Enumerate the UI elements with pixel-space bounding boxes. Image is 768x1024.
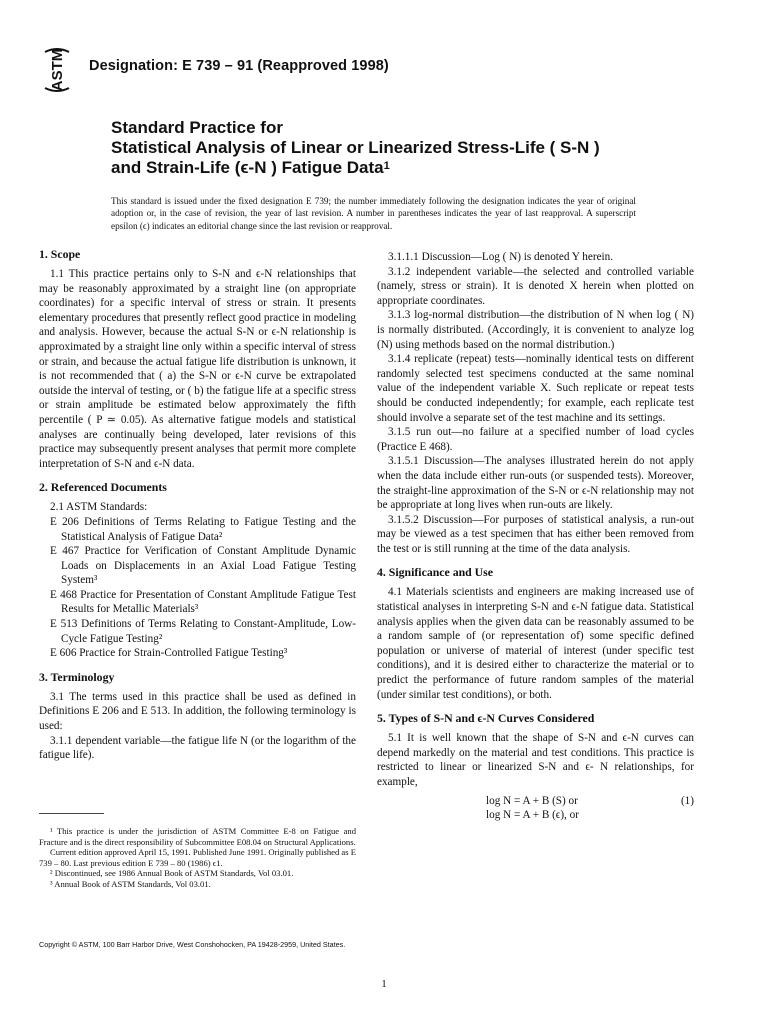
designation: Designation: E 739 – 91 (Reapproved 1998) — [89, 58, 389, 74]
section-heading-terminology: 3. Terminology — [39, 669, 115, 684]
paragraph-5-1: 5.1 It is well known that the shape of S-N and ϵ-N curves can depend markedly on the material and test conditions. This practice is restricted to linear or linearized S-N and ϵ- N relationships, for example, — [377, 732, 694, 788]
copyright-notice: Copyright © ASTM, 100 Barr Harbor Drive, West Conshohocken, PA 19428-2959, United States. — [39, 940, 346, 949]
equation-1-text: log N = A + B (S) or — [486, 794, 578, 807]
right-column — [377, 250, 694, 823]
equation-1 — [377, 794, 694, 809]
footnotes — [39, 826, 356, 889]
reference-list — [39, 500, 356, 661]
footnote: ¹ This practice is under the jurisdiction of ASTM Committee E-8 on Fatigue and Fracture and is the direct responsibility of Subcommittee E08.04 on Structural Applications. — [39, 826, 356, 847]
paragraph-1-1: 1.1 This practice pertains only to S-N and ϵ-N relationships that may be reasonably approximated by a straight line (on appropriate coordinates) for a specific interval of stress or strain. It presents elementary procedures that presently reflect good practice in modeling and analysis. However, because the actual S-N or ϵ-N relationship is approximated by a straight line only within a specific interval of stress or strain, and because the actual fatigue life distribution is unknown, it is not recommended that ( a) the S-N or ϵ-N curve be extrapolated outside the interval of testing, or ( b) the fatigue life at a specific stress or strain amplitude be estimated below approximately the fifth percentile ( P ≃ 0.05). As alternative fatigue models and statistical analyses are continually being developed, later revisions of this practice may subsequently present analyses that permit more complete interpretation of S-N and ϵ-N data. — [39, 268, 356, 470]
paragraph-3-1: 3.1 The terms used in this practice shall be used as defined in Definitions E 206 and E 513. In addition, the following terminology is used: — [39, 690, 356, 733]
paragraph-3-1-4: 3.1.4 replicate (repeat) tests—nominally identical tests on different randomly selected test specimens conducted at the same nominal value of the independent variable X. Such replicate or repeat tests should be conducted independently; for example, each replicate test should involve a separate set of the test machine and its settings. — [377, 353, 694, 424]
paragraph-3-1-5-1: 3.1.5.1 Discussion—The analyses illustrated herein do not apply when the data include either run-outs (or suspended tests). Moreover, the straight-line approximation of the S-N or ϵ-N relationship may not be appropriate at long lives when run-outs are likely. — [377, 455, 694, 512]
section-heading-referenced-documents: 2. Referenced Documents — [39, 480, 167, 495]
astm-standards-label: 2.1 ASTM Standards: — [50, 501, 148, 514]
title-line-3 — [111, 158, 671, 178]
reference-item: E 467 Practice for Verification of Constant Amplitude Dynamic Loads on Displacements in an Axial Load Fatigue Testing System³ — [50, 545, 356, 587]
section-heading-curve-types: 5. Types of S-N and ϵ-N Curves Considered — [377, 711, 595, 726]
paragraph-3-1-1-1: 3.1.1.1 Discussion—Log ( N) is denoted Y herein. — [388, 251, 614, 263]
reference-item: E 606 Practice for Strain-Controlled Fatigue Testing³ — [50, 647, 288, 660]
title-line-2: Statistical Analysis of Linear or Linearized Stress-Life ( S-N ) — [111, 138, 600, 157]
standard-notice: This standard is issued under the fixed designation E 739; the number immediately following the designation indicates the year of original adoption or, in the case of revision, the year of last revision. A number in parentheses indicates the year of last reapproval. A superscript epsilon (ϵ) indicates an editorial change since the last revision or reapproval. — [111, 196, 636, 231]
paragraph-3-1-3: 3.1.3 log-normal distribution—the distribution of N when log ( N) is normally distributed. (Accordingly, it is convenient to analyze log (N) using methods based on the normal distribution.) — [377, 309, 694, 351]
section-heading-significance: 4. Significance and Use — [377, 565, 494, 580]
section-heading-scope: 1. Scope — [39, 247, 81, 261]
equation-2 — [377, 808, 694, 823]
astm-logo-text: ASTM — [49, 48, 66, 92]
footnote: ² Discontinued, see 1986 Annual Book of ASTM Standards, Vol 03.01. — [50, 868, 294, 878]
footnote: ³ Annual Book of ASTM Standards, Vol 03.01. — [50, 878, 211, 889]
equation-2-text: log N = A + B (ϵ), or — [486, 809, 579, 822]
reference-item: E 513 Definitions of Terms Relating to Constant-Amplitude, Low-Cycle Fatigue Testing² — [50, 618, 356, 645]
paragraph-3-1-2: 3.1.2 independent variable—the selected and controlled variable (namely, stress or strain). It is denoted X herein when plotted on appropriate coordinates. — [377, 265, 694, 307]
title-footnote-mark: 1 — [383, 160, 390, 172]
paragraph-3-1-5: 3.1.5 run out—no failure at a specified number of load cycles (Practice E 468). — [377, 426, 694, 453]
title-line-1: Standard Practice for — [111, 118, 283, 137]
paragraph-4-1: 4.1 Materials scientists and engineers are making increased use of statistical analyses in interpreting S-N and ϵ-N fatigue data. Statistical analysis applies when the given data can be reasonably assumed to be a random sample of (or representation of) some specific defined population or universe of material of interest (under specific test conditions), and it is desired either to characterize the material or to predict the performance of future random samples of the material (under similar test conditions), or both. — [377, 586, 694, 701]
left-column — [39, 247, 356, 763]
reference-item: E 206 Definitions of Terms Relating to Fatigue Testing and the Statistical Analysis of Fatigue Data² — [50, 515, 356, 543]
title-line-3-text: and Strain-Life (ϵ-N ) Fatigue Data — [111, 158, 384, 177]
astm-logo — [38, 46, 76, 94]
footnote: Current edition approved April 15, 1991. Published June 1991. Originally published as E 739 – 80. Last previous edition E 739 – 80 (1986) ϵ1. — [39, 847, 356, 868]
reference-item: E 468 Practice for Presentation of Constant Amplitude Fatigue Test Results for Metallic Materials³ — [50, 588, 356, 616]
equation-1-number: (1) — [680, 794, 694, 807]
page-number: 1 — [381, 978, 387, 990]
paragraph-3-1-5-2: 3.1.5.2 Discussion—For purposes of statistical analysis, a run-out may be viewed as a test specimen that has either been removed from the test or is still running at the time of the data analysis. — [377, 513, 694, 555]
document-title — [111, 118, 671, 178]
footnote-rule — [39, 813, 104, 814]
paragraph-3-1-1: 3.1.1 dependent variable—the fatigue life N (or the logarithm of the fatigue life). — [39, 734, 356, 762]
